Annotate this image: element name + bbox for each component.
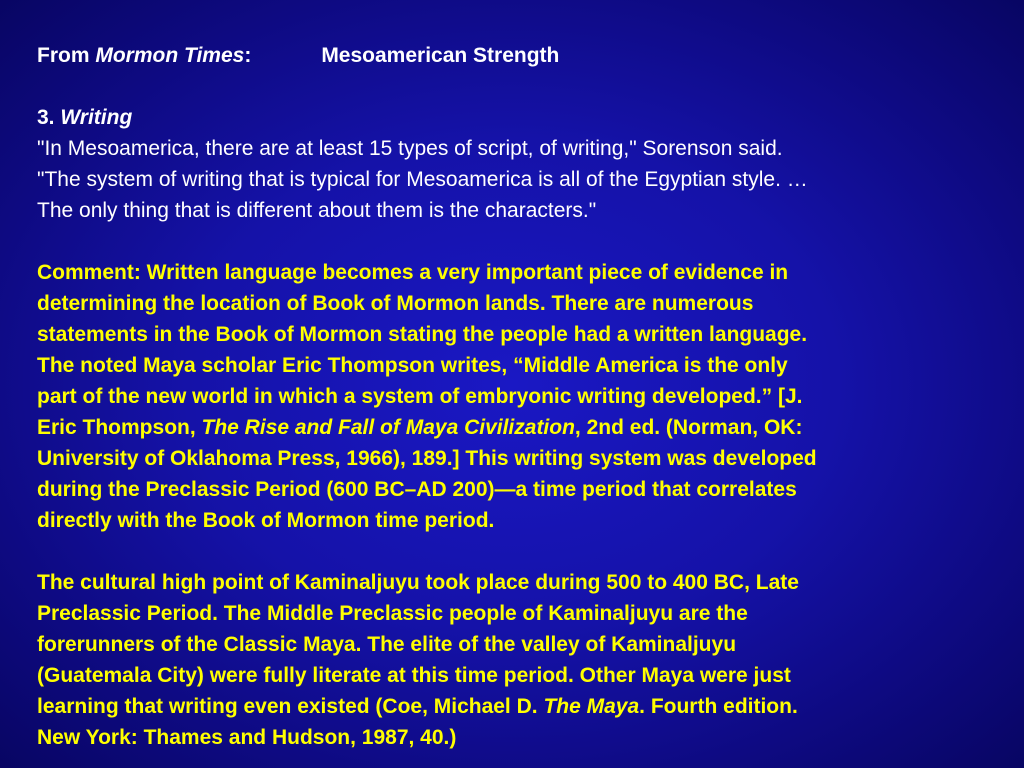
coe-citation-suffix: . Fourth edition. bbox=[639, 695, 798, 718]
comment-line-citation bbox=[37, 412, 997, 443]
coe-citation-prefix: learning that writing even existed (Coe, Michael D. bbox=[37, 695, 544, 718]
kaminaljuyu-line: Preclassic Period. The Middle Preclassic people of Kaminaljuyu are the bbox=[37, 602, 748, 625]
section-number: 3. bbox=[37, 106, 61, 129]
citation-book-title: The Rise and Fall of Maya Civilization bbox=[201, 416, 575, 439]
header-subject: Mesoamerican Strength bbox=[321, 44, 560, 67]
header-source-title: Mormon Times bbox=[95, 44, 245, 67]
comment-line: Comment: Written language becomes a very important piece of evidence in bbox=[37, 261, 789, 284]
comment-line: statements in the Book of Mormon stating the people had a written language. bbox=[37, 323, 808, 346]
section-title: Writing bbox=[60, 106, 133, 129]
comment-line: directly with the Book of Mormon time period. bbox=[37, 509, 495, 532]
header-colon: : bbox=[244, 44, 252, 67]
kaminaljuyu-line: (Guatemala City) were fully literate at this time period. Other Maya were just bbox=[37, 664, 791, 687]
citation-suffix: , 2nd ed. (Norman, OK: bbox=[574, 416, 803, 439]
slide-header bbox=[37, 40, 997, 71]
comment-line: University of Oklahoma Press, 1966), 189.] This writing system was developed bbox=[37, 447, 817, 470]
comment-line: determining the location of Book of Mormon lands. There are numerous bbox=[37, 292, 754, 315]
comment-line: during the Preclassic Period (600 BC–AD 200)—a time period that correlates bbox=[37, 478, 797, 501]
quote-block bbox=[37, 133, 997, 226]
kaminaljuyu-line-citation bbox=[37, 691, 997, 722]
kaminaljuyu-line: The cultural high point of Kaminaljuyu took place during 500 to 400 BC, Late bbox=[37, 571, 799, 594]
quote-line: The only thing that is different about them is the characters." bbox=[37, 199, 597, 222]
section-heading bbox=[37, 102, 997, 133]
coe-book-title: The Maya bbox=[543, 695, 640, 718]
citation-prefix: Eric Thompson, bbox=[37, 416, 202, 439]
kaminaljuyu-block bbox=[37, 567, 997, 753]
comment-block bbox=[37, 257, 997, 536]
quote-line: "The system of writing that is typical for Mesoamerica is all of the Egyptian style. … bbox=[37, 168, 808, 191]
comment-line: The noted Maya scholar Eric Thompson writes, “Middle America is the only bbox=[37, 354, 788, 377]
comment-line: part of the new world in which a system of embryonic writing developed.” [J. bbox=[37, 385, 803, 408]
slide-content bbox=[37, 40, 997, 753]
quote-line: "In Mesoamerica, there are at least 15 types of script, of writing," Sorenson said. bbox=[37, 137, 783, 160]
kaminaljuyu-line: New York: Thames and Hudson, 1987, 40.) bbox=[37, 726, 457, 749]
header-from-prefix: From bbox=[37, 44, 96, 67]
kaminaljuyu-line: forerunners of the Classic Maya. The elite of the valley of Kaminaljuyu bbox=[37, 633, 737, 656]
